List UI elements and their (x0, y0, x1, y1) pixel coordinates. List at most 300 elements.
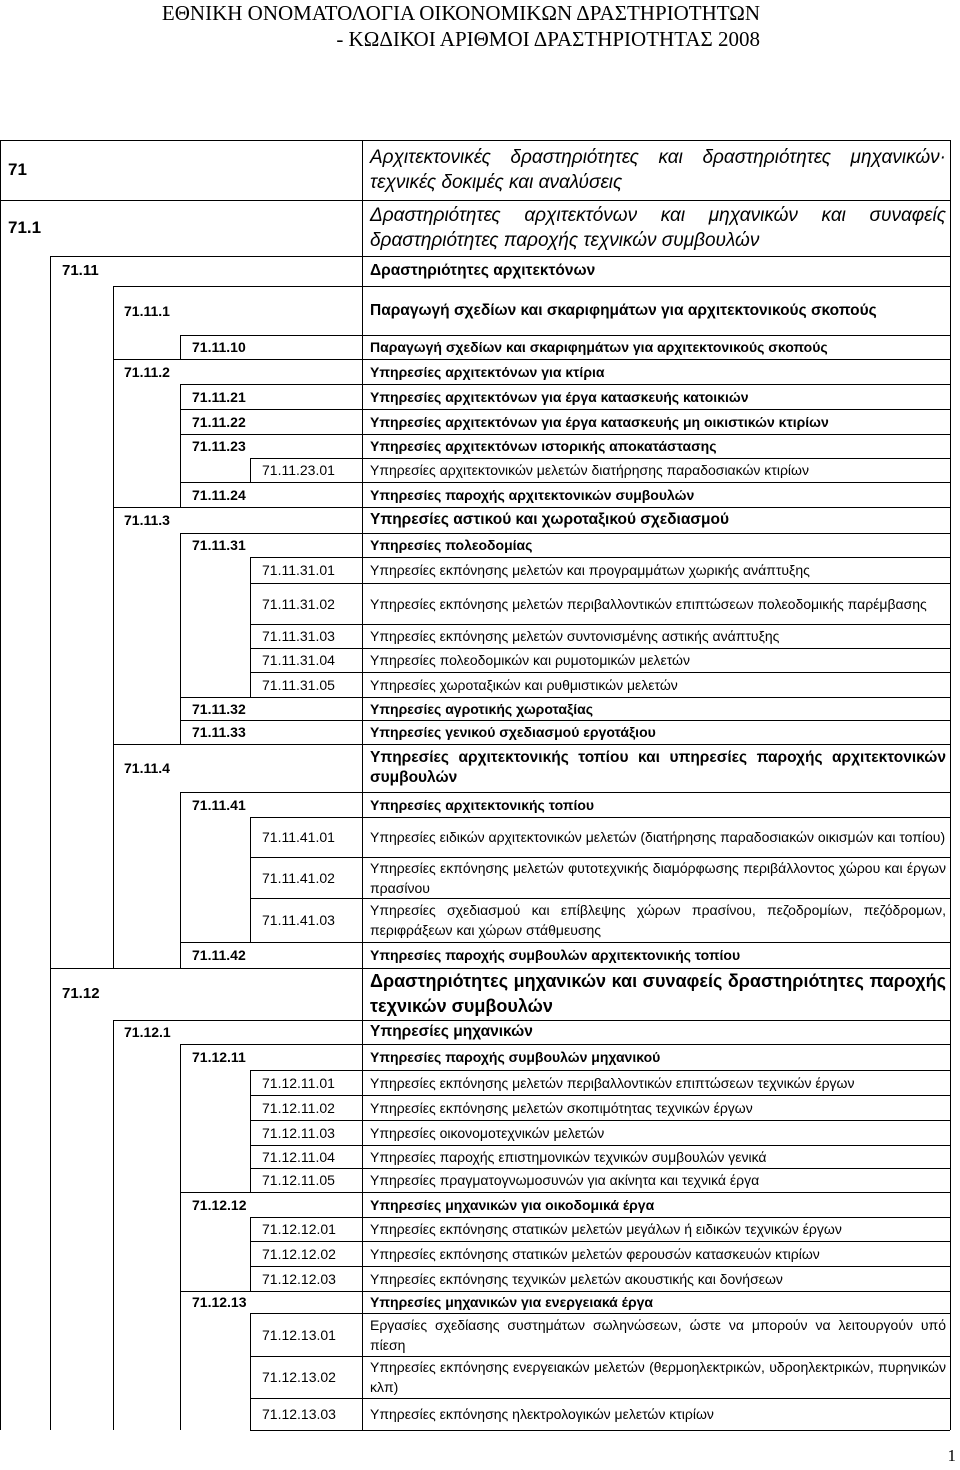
column-rule (180, 384, 181, 409)
column-rule (950, 583, 951, 624)
row-description: Υπηρεσίες εκπόνησης στατικών μελετών μεγάλων ή ειδικών τεχνικών έργων (370, 1221, 842, 1237)
row-rule (250, 1168, 950, 1169)
column-rule (0, 1313, 1, 1356)
column-rule (0, 624, 1, 648)
row-rule (250, 1398, 950, 1399)
row-description: Δραστηριότητες αρχιτεκτόνων (370, 262, 596, 279)
column-rule (50, 1266, 51, 1291)
column-rule (50, 1020, 51, 1044)
row-rule (250, 1095, 950, 1096)
column-rule (362, 1145, 363, 1168)
column-rule (950, 533, 951, 557)
column-rule (950, 1095, 951, 1120)
column-rule (113, 1070, 114, 1095)
row-description: Υπηρεσίες παροχής αρχιτεκτονικών συμβουλών (370, 486, 695, 503)
column-rule (113, 1217, 114, 1241)
column-rule (50, 256, 51, 286)
column-rule (113, 720, 114, 744)
column-rule (362, 140, 363, 200)
column-rule (50, 1356, 51, 1398)
column-rule (0, 1070, 1, 1095)
row-rule (113, 286, 950, 287)
column-rule (50, 1168, 51, 1192)
row-description: Υπηρεσίες παροχής συμβουλών μηχανικού (370, 1049, 661, 1065)
column-rule (50, 1192, 51, 1217)
row-description: Υπηρεσίες αρχιτεκτόνων για κτίρια (370, 363, 605, 380)
column-rule (362, 1313, 363, 1356)
column-rule (362, 792, 363, 817)
column-rule (113, 434, 114, 458)
row-description: Υπηρεσίες αρχιτεκτονικής τοπίου (370, 796, 595, 813)
column-rule (362, 1398, 363, 1430)
row-rule (180, 434, 950, 435)
column-rule (50, 672, 51, 697)
column-rule (950, 458, 951, 482)
column-rule (950, 140, 951, 200)
row-description: Υπηρεσίες εκπόνησης ενεργειακών μελετών (θερμοηλεκτρικών, υδροηλεκτρικών, πυρηνικών κλπ) (370, 1359, 946, 1395)
classification-table (0, 140, 960, 1430)
column-rule (180, 1241, 181, 1266)
column-rule (950, 1020, 951, 1044)
column-rule (250, 458, 251, 482)
column-rule (362, 898, 363, 942)
column-rule (180, 1192, 181, 1217)
column-rule (113, 624, 114, 648)
column-rule (950, 256, 951, 286)
row-description: Υπηρεσίες οικονομοτεχνικών μελετών (370, 1124, 605, 1141)
row-code: 71.11.31.01 (262, 562, 335, 578)
column-rule (362, 1020, 363, 1044)
row-code: 71.12.11 (192, 1049, 246, 1065)
row-description: Υπηρεσίες αγροτικής χωροταξίας (370, 700, 593, 717)
column-rule (0, 968, 1, 1020)
row-description: Υπηρεσίες μηχανικών (370, 1023, 533, 1040)
column-rule (113, 1044, 114, 1070)
column-rule (362, 672, 363, 697)
column-rule (362, 1095, 363, 1120)
column-rule (50, 1120, 51, 1145)
document-header-subtitle: - ΚΩΔΙΚΟΙ ΑΡΙΘΜΟΙ ΔΡΑΣΤΗΡΙΟΤΗΤΑΣ 2008 (336, 27, 760, 51)
row-code: 71.12.12.03 (262, 1270, 336, 1287)
column-rule (0, 256, 1, 286)
column-rule (113, 1095, 114, 1120)
row-code: 71.11.24 (192, 486, 246, 503)
row-code: 71.11.33 (192, 724, 246, 740)
column-rule (362, 1044, 363, 1070)
column-rule (950, 968, 951, 1020)
column-rule (950, 1291, 951, 1313)
row-description: Υπηρεσίες μηχανικών για ενεργειακά έργα (370, 1294, 654, 1310)
column-rule (180, 557, 181, 583)
column-rule (250, 624, 251, 648)
column-rule (113, 557, 114, 583)
row-description: Δραστηριότητες αρχιτεκτόνων και μηχανικών και συναφείς δραστηριότητες παροχής τεχνικών συμβουλών (370, 205, 946, 251)
column-rule (113, 1313, 114, 1356)
column-rule (50, 648, 51, 672)
row-description: Υπηρεσίες εκπόνησης μελετών φυτοτεχνικής διαμόρφωσης περιβάλλοντος χώρου και έργων πρασίνου (370, 860, 946, 896)
row-description: Υπηρεσίες πολεοδομικών και ρυμοτομικών μελετών (370, 652, 690, 668)
row-rule (113, 359, 950, 360)
column-rule (180, 409, 181, 434)
column-rule (113, 409, 114, 434)
column-rule (362, 507, 363, 533)
column-rule (0, 200, 1, 256)
row-rule (113, 507, 950, 508)
column-rule (950, 1356, 951, 1398)
column-rule (362, 200, 363, 256)
column-rule (250, 1241, 251, 1266)
column-rule (950, 817, 951, 857)
row-rule (250, 557, 950, 558)
row-description: Υπηρεσίες πολεοδομίας (370, 537, 533, 553)
column-rule (250, 857, 251, 898)
row-description: Υπηρεσίες παροχής συμβουλών αρχιτεκτονικής τοπίου (370, 947, 741, 963)
row-description: Εργασίες σχεδίασης συστημάτων σωληνώσεων, ώστε να μπορούν να λειτουργούν υπό πίεση (370, 1316, 946, 1353)
column-rule (180, 583, 181, 624)
row-rule (180, 384, 950, 385)
column-rule (50, 384, 51, 409)
row-code: 71.12.11.05 (262, 1172, 335, 1188)
table-bottom-rule (250, 1430, 950, 1431)
row-description: Υπηρεσίες εκπόνησης μελετών και προγραμμάτων χωρικής ανάπτυξης (370, 562, 810, 578)
column-rule (362, 648, 363, 672)
column-rule (50, 458, 51, 482)
column-rule (0, 507, 1, 533)
column-rule (113, 697, 114, 720)
column-rule (180, 1217, 181, 1241)
column-rule (113, 1192, 114, 1217)
column-rule (0, 458, 1, 482)
column-rule (950, 648, 951, 672)
column-rule (0, 335, 1, 359)
column-rule (113, 898, 114, 942)
row-code: 71.11.22 (192, 413, 246, 430)
column-rule (180, 648, 181, 672)
row-rule (50, 256, 950, 257)
row-rule (180, 1044, 950, 1045)
row-rule (250, 458, 950, 459)
row-rule (180, 1192, 950, 1193)
column-rule (250, 898, 251, 942)
row-code: 71 (8, 160, 27, 179)
column-rule (0, 1044, 1, 1070)
column-rule (362, 583, 363, 624)
row-rule (250, 1120, 950, 1121)
column-rule (950, 1044, 951, 1070)
row-code: 71.11.42 (192, 947, 246, 963)
row-description: Υπηρεσίες εκπόνησης μελετών περιβαλλοντικών επιπτώσεων πολεοδομικής παρέμβασης (370, 595, 927, 612)
row-description: Υπηρεσίες εκπόνησης ηλεκτρολογικών μελετών κτιρίων (370, 1406, 714, 1422)
row-code: 71.11.23.01 (262, 462, 335, 478)
column-rule (50, 335, 51, 359)
column-rule (0, 1020, 1, 1044)
column-rule (950, 200, 951, 256)
column-rule (50, 720, 51, 744)
column-rule (113, 359, 114, 384)
column-rule (950, 898, 951, 942)
row-code: 71.11.31.05 (262, 676, 335, 693)
column-rule (50, 1095, 51, 1120)
column-rule (0, 672, 1, 697)
column-rule (180, 1168, 181, 1192)
column-rule (0, 1217, 1, 1241)
column-rule (950, 434, 951, 458)
column-rule (250, 1145, 251, 1168)
column-rule (0, 1120, 1, 1145)
column-rule (362, 857, 363, 898)
row-rule (180, 720, 950, 721)
column-rule (362, 720, 363, 744)
column-rule (50, 507, 51, 533)
row-description: Υπηρεσίες αρχιτεκτονικών μελετών διατήρησης παραδοσιακών κτιρίων (370, 462, 809, 478)
column-rule (180, 1266, 181, 1291)
column-rule (950, 857, 951, 898)
row-description: Υπηρεσίες αστικού και χωροταξικού σχεδιασμού (370, 511, 729, 528)
column-rule (362, 1241, 363, 1266)
column-rule (362, 458, 363, 482)
column-rule (50, 857, 51, 898)
row-description: Αρχιτεκτονικές δραστηριότητες και δραστηριότητες μηχανικών· τεχνικές δοκιμές και αναλύσεις (370, 147, 946, 193)
column-rule (113, 1241, 114, 1266)
column-rule (113, 817, 114, 857)
column-rule (50, 744, 51, 792)
column-rule (0, 942, 1, 968)
column-rule (250, 557, 251, 583)
column-rule (950, 1266, 951, 1291)
column-rule (180, 1145, 181, 1168)
column-rule (0, 409, 1, 434)
row-code: 71.12.13.02 (262, 1369, 336, 1385)
column-rule (950, 384, 951, 409)
row-rule (250, 672, 950, 673)
column-rule (950, 697, 951, 720)
column-rule (180, 1291, 181, 1313)
column-rule (180, 1398, 181, 1430)
column-rule (180, 1070, 181, 1095)
column-rule (950, 1241, 951, 1266)
row-rule (250, 1266, 950, 1267)
column-rule (50, 359, 51, 384)
column-rule (113, 672, 114, 697)
column-rule (950, 409, 951, 434)
column-rule (0, 697, 1, 720)
row-rule (180, 533, 950, 534)
row-description: Παραγωγή σχεδίων και σκαριφημάτων για αρχιτεκτονικούς σκοπούς (370, 339, 828, 355)
column-rule (50, 898, 51, 942)
column-rule (50, 624, 51, 648)
row-description: Δραστηριότητες μηχανικών και συναφείς δραστηριότητες παροχής τεχνικών συμβουλών (370, 971, 946, 1016)
column-rule (113, 1020, 114, 1044)
column-rule (0, 140, 1, 200)
column-rule (950, 1070, 951, 1095)
column-rule (0, 857, 1, 898)
column-rule (50, 1313, 51, 1356)
row-rule (113, 744, 950, 745)
column-rule (362, 1168, 363, 1192)
column-rule (180, 792, 181, 817)
column-rule (0, 720, 1, 744)
column-rule (50, 1070, 51, 1095)
row-code: 71.11.10 (192, 339, 246, 355)
column-rule (113, 458, 114, 482)
row-code: 71.11.31 (192, 537, 246, 553)
row-rule (180, 409, 950, 410)
row-description: Υπηρεσίες αρχιτεκτονικής τοπίου και υπηρεσίες παροχής αρχιτεκτονικών συμβουλών (370, 749, 946, 786)
column-rule (0, 1241, 1, 1266)
row-code: 71.12.11.04 (262, 1148, 335, 1165)
column-rule (180, 458, 181, 482)
column-rule (950, 335, 951, 359)
row-code: 71.11.41.01 (262, 829, 335, 845)
row-rule (250, 648, 950, 649)
row-description: Υπηρεσίες αρχιτεκτόνων ιστορικής αποκατάστασης (370, 438, 717, 454)
row-code: 71.11.2 (124, 363, 170, 380)
column-rule (250, 1120, 251, 1145)
row-description: Υπηρεσίες αρχιτεκτόνων για έργα κατασκευής μη οικιστικών κτιρίων (370, 413, 829, 430)
column-rule (113, 533, 114, 557)
column-rule (50, 1217, 51, 1241)
row-rule (0, 140, 950, 141)
page-number: 1 (947, 1446, 956, 1465)
column-rule (50, 583, 51, 624)
column-rule (362, 1356, 363, 1398)
column-rule (180, 942, 181, 968)
row-rule (180, 792, 950, 793)
column-rule (0, 1095, 1, 1120)
column-rule (180, 672, 181, 697)
row-code: 71.11.41.02 (262, 869, 335, 886)
column-rule (180, 434, 181, 458)
column-rule (113, 1120, 114, 1145)
row-code: 71.11.3 (124, 512, 170, 528)
column-rule (113, 335, 114, 359)
column-rule (50, 792, 51, 817)
column-rule (0, 817, 1, 857)
column-rule (50, 434, 51, 458)
row-code: 71.12.12 (192, 1196, 247, 1213)
column-rule (362, 286, 363, 335)
column-rule (950, 482, 951, 507)
row-description: Υπηρεσίες πραγματογνωμοσυνών για ακίνητα και τεχνικά έργα (370, 1172, 760, 1188)
column-rule (113, 792, 114, 817)
column-rule (362, 1120, 363, 1145)
row-description: Υπηρεσίες ειδικών αρχιτεκτονικών μελετών (διατήρησης παραδοσιακών οικισμών και τοπίου) (370, 829, 946, 845)
column-rule (250, 1168, 251, 1192)
column-rule (113, 482, 114, 507)
column-rule (50, 1145, 51, 1168)
column-rule (0, 792, 1, 817)
row-code: 71.11.1 (124, 302, 170, 319)
row-description: Υπηρεσίες μηχανικών για οικοδομικά έργα (370, 1196, 655, 1213)
column-rule (0, 1398, 1, 1430)
row-rule (250, 624, 950, 625)
column-rule (362, 434, 363, 458)
column-rule (0, 1291, 1, 1313)
row-rule (180, 482, 950, 483)
column-rule (113, 384, 114, 409)
column-rule (113, 1266, 114, 1291)
column-rule (180, 624, 181, 648)
row-code: 71.11.23 (192, 438, 246, 454)
column-rule (950, 1192, 951, 1217)
column-rule (180, 1313, 181, 1356)
document-header-title: ΕΘΝΙΚΗ ΟΝΟΜΑΤΟΛΟΓΙΑ ΟΙΚΟΝΟΜΙΚΩΝ ΔΡΑΣΤΗΡΙΟΤΗΤΩΝ (161, 1, 760, 25)
column-rule (362, 744, 363, 792)
column-rule (0, 583, 1, 624)
column-rule (180, 1095, 181, 1120)
column-rule (113, 1291, 114, 1313)
row-code: 71.12.11.03 (262, 1124, 335, 1141)
column-rule (50, 1241, 51, 1266)
column-rule (950, 1313, 951, 1356)
column-rule (180, 533, 181, 557)
row-code: 71.11.31.04 (262, 652, 335, 668)
column-rule (362, 256, 363, 286)
column-rule (50, 1398, 51, 1430)
column-rule (113, 1398, 114, 1430)
column-rule (362, 384, 363, 409)
column-rule (180, 482, 181, 507)
column-rule (180, 720, 181, 744)
row-code: 71.12.12.02 (262, 1245, 336, 1262)
column-rule (362, 697, 363, 720)
column-rule (250, 817, 251, 857)
column-rule (362, 482, 363, 507)
column-rule (50, 1291, 51, 1313)
row-code: 71.12.13.03 (262, 1406, 336, 1422)
row-code: 71.11.4 (124, 760, 170, 776)
column-rule (362, 557, 363, 583)
column-rule (362, 1266, 363, 1291)
column-rule (0, 648, 1, 672)
row-rule (250, 1070, 950, 1071)
column-rule (950, 1217, 951, 1241)
column-rule (180, 1044, 181, 1070)
column-rule (950, 744, 951, 792)
column-rule (50, 409, 51, 434)
column-rule (950, 359, 951, 384)
row-code: 71.11.32 (192, 700, 246, 717)
column-rule (950, 1120, 951, 1145)
row-code: 71.11.21 (192, 388, 246, 405)
row-code: 71.11.31.03 (262, 628, 335, 644)
column-rule (50, 942, 51, 968)
column-rule (0, 434, 1, 458)
column-rule (0, 384, 1, 409)
column-rule (950, 1398, 951, 1430)
column-rule (250, 583, 251, 624)
column-rule (950, 1168, 951, 1192)
row-code: 71.12 (62, 985, 100, 1002)
row-description: Υπηρεσίες εκπόνησης μελετών περιβαλλοντικών επιπτώσεων τεχνικών έργων (370, 1074, 855, 1091)
column-rule (950, 942, 951, 968)
row-code: 71.1 (8, 218, 42, 237)
column-rule (113, 744, 114, 792)
column-rule (50, 1044, 51, 1070)
column-rule (0, 1145, 1, 1168)
row-code: 71.12.13 (192, 1294, 247, 1310)
row-description: Υπηρεσίες παροχής επιστημονικών τεχνικών συμβουλών γενικά (370, 1148, 767, 1165)
row-description: Υπηρεσίες εκπόνησης τεχνικών μελετών ακουστικής και δονήσεων (370, 1270, 783, 1287)
row-rule (0, 200, 950, 201)
column-rule (0, 286, 1, 335)
column-rule (113, 583, 114, 624)
column-rule (250, 1266, 251, 1291)
column-rule (250, 1095, 251, 1120)
row-description: Υπηρεσίες σχεδιασμού και επίβλεψης χώρων πρασίνου, πεζοδρομίων, πεζόδρομων, περιφράξεων και χώρων στάθμευσης (370, 902, 946, 938)
row-description: Υπηρεσίες γενικού σχεδιασμού εργοτάξιου (370, 724, 656, 740)
column-rule (362, 1192, 363, 1217)
